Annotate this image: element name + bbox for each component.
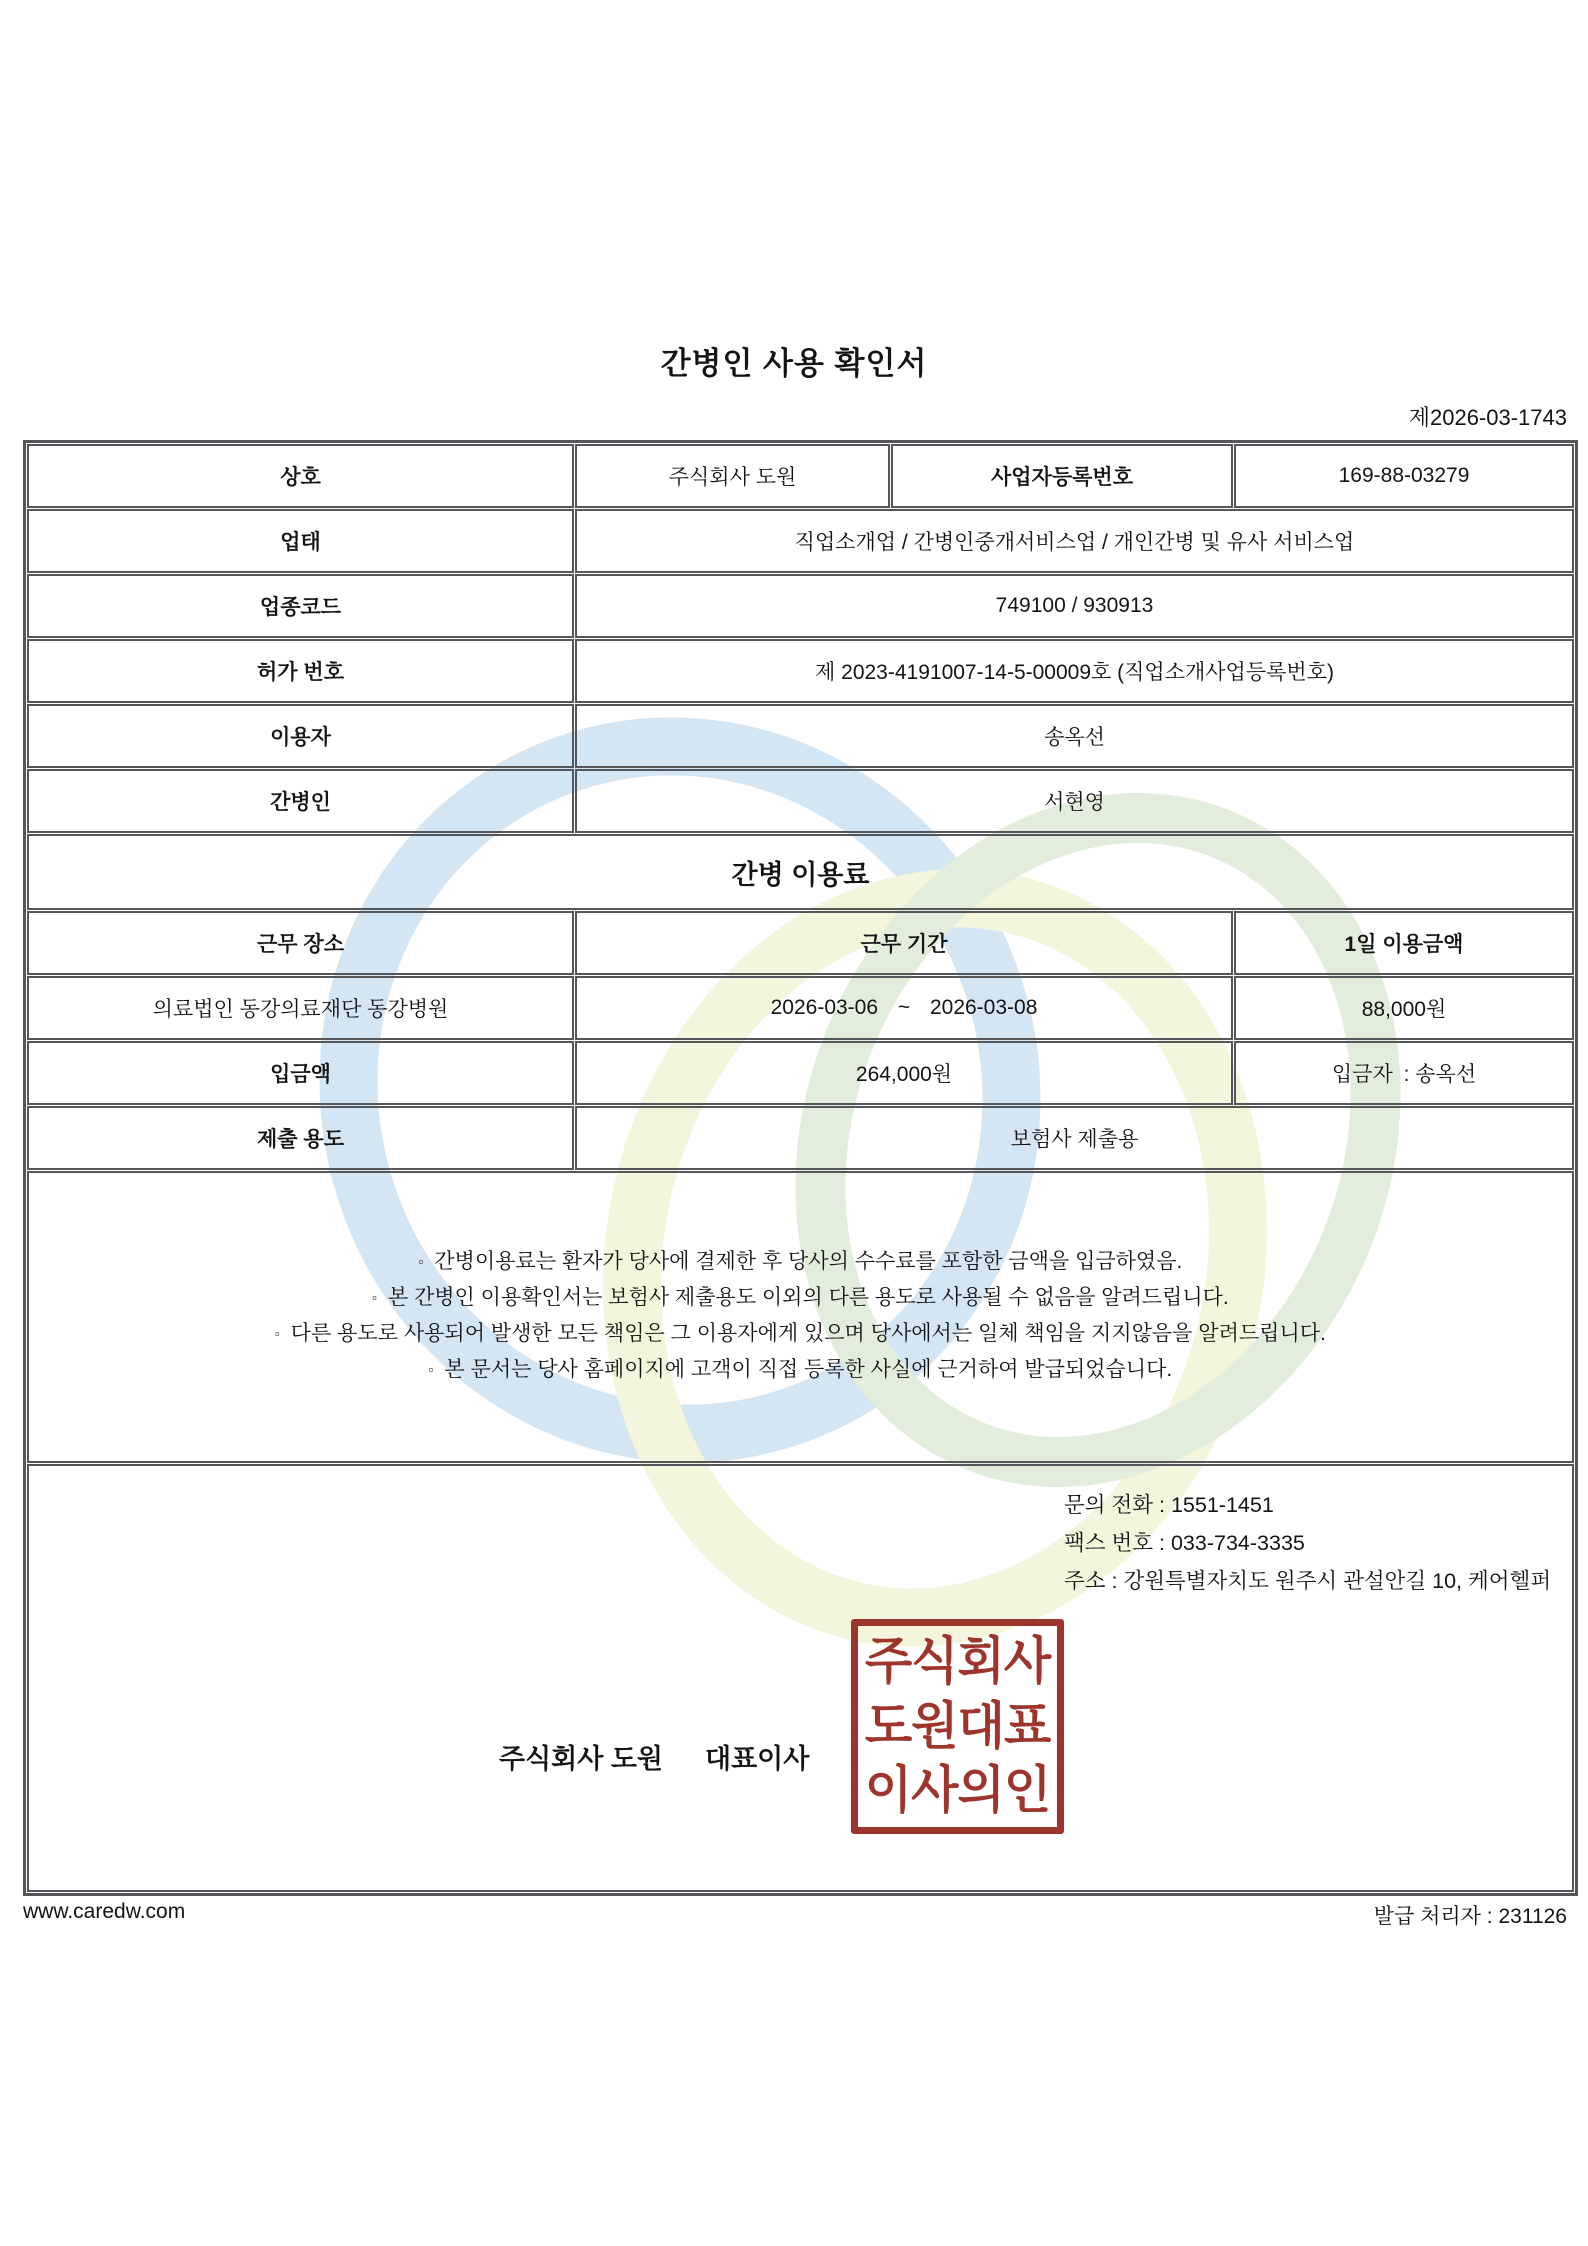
user-value: 송옥선	[575, 704, 1574, 768]
signature-line	[499, 1737, 809, 1776]
signature-company: 주식회사 도원	[499, 1744, 663, 1774]
work-period-header: 근무 기간	[575, 911, 1233, 975]
table-row-signature	[27, 1464, 1574, 1892]
note-item: ▫ 간병이용료는 환자가 당사에 결제한 후 당사의 수수료를 포함한 금액을 입금하였음.	[418, 1250, 1183, 1273]
company-name-label: 상호	[27, 444, 574, 508]
business-number-label: 사업자등록번호	[891, 444, 1233, 508]
deposit-value: 264,000원	[575, 1041, 1233, 1105]
document-number: 제2026-03-1743	[1408, 405, 1567, 430]
depositor-label: 입금자	[1331, 1063, 1393, 1086]
page-title: 간병인 사용 확인서	[660, 346, 928, 381]
note-item: ▫ 다른 용도로 사용되어 발생한 모든 책임은 그 이용자에게 있으며 당사에서는 일체 책임을 지지않음을 알려드립니다.	[275, 1322, 1326, 1345]
caregiver-label: 간병인	[27, 769, 574, 833]
table-row-company	[27, 444, 1574, 508]
contact-fax: 팩스 번호 : 033-734-3335	[1064, 1531, 1305, 1555]
seal-text-row: 도원대표	[864, 1698, 1051, 1755]
footer-website: www.caredw.com	[23, 1900, 186, 1923]
signature-title: 대표이사	[705, 1744, 810, 1774]
table-row-purpose	[27, 1106, 1574, 1170]
purpose-label: 제출 용도	[27, 1106, 574, 1170]
purpose-value: 보험사 제출용	[575, 1106, 1574, 1170]
industry-code-label: 업종코드	[27, 574, 574, 638]
square-bullet-icon: ▫	[372, 1290, 377, 1305]
table-row-notes	[27, 1171, 1574, 1463]
table-row-deposit	[27, 1041, 1574, 1105]
work-period-value: 2026-03-06 ~ 2026-03-08	[575, 976, 1233, 1040]
work-place-header: 근무 장소	[27, 911, 574, 975]
business-type-value: 직업소개업 / 간병인중개서비스업 / 개인간병 및 유사 서비스업	[575, 509, 1574, 573]
daily-amount-header: 1일 이용금액	[1234, 911, 1574, 975]
certificate-table	[23, 440, 1578, 1896]
work-place-value: 의료법인 동강의료재단 동강병원	[27, 976, 574, 1040]
table-row-industry-code	[27, 574, 1574, 638]
table-row-caregiver	[27, 769, 1574, 833]
table-row-fee-values	[27, 976, 1574, 1040]
daily-amount-value: 88,000원	[1234, 976, 1574, 1040]
square-bullet-icon: ▫	[275, 1326, 280, 1341]
business-number-value: 169-88-03279	[1234, 444, 1574, 508]
fee-section-header: 간병 이용료	[27, 834, 1574, 910]
table-row-fee-headers	[27, 911, 1574, 975]
seal-text-row: 이사의인	[864, 1762, 1051, 1819]
square-bullet-icon: ▫	[418, 1254, 424, 1269]
table-row-business-type	[27, 509, 1574, 573]
table-row-user	[27, 704, 1574, 768]
contact-info	[1064, 1486, 1551, 1600]
contact-phone: 문의 전화 : 1551-1451	[1064, 1493, 1274, 1517]
depositor-cell	[1234, 1041, 1574, 1105]
square-bullet-icon: ▫	[428, 1362, 434, 1377]
user-label: 이용자	[27, 704, 574, 768]
note-item: ▫ 본 간병인 이용확인서는 보험사 제출용도 이외의 다른 용도로 사용될 수 없음을 알려드립니다.	[372, 1286, 1229, 1309]
deposit-label: 입금액	[27, 1041, 574, 1105]
industry-code-value: 749100 / 930913	[575, 574, 1574, 638]
footer-issuer: 발급 처리자 : 231126	[1373, 1905, 1567, 1928]
table-row-permit-number	[27, 639, 1574, 703]
table-row-fee-section-header	[27, 834, 1574, 910]
corporate-seal-stamp	[851, 1619, 1064, 1834]
permit-number-value: 제 2023-4191007-14-5-00009호 (직업소개사업등록번호)	[575, 639, 1574, 703]
business-type-label: 업태	[27, 509, 574, 573]
contact-address: 주소 : 강원특별자치도 원주시 관설안길 10, 케어헬퍼	[1064, 1569, 1552, 1593]
seal-text-row: 주식회사	[864, 1634, 1051, 1691]
notes-block	[27, 1171, 1574, 1463]
page-footer	[23, 1900, 1567, 1930]
permit-number-label: 허가 번호	[27, 639, 574, 703]
signature-block	[27, 1464, 1574, 1892]
company-name-value: 주식회사 도원	[575, 444, 890, 508]
depositor-value: : 송옥선	[1403, 1063, 1477, 1086]
note-item: ▫ 본 문서는 당사 홈페이지에 고객이 직접 등록한 사실에 근거하여 발급되었습니다.	[428, 1358, 1173, 1381]
caregiver-value: 서현영	[575, 769, 1574, 833]
